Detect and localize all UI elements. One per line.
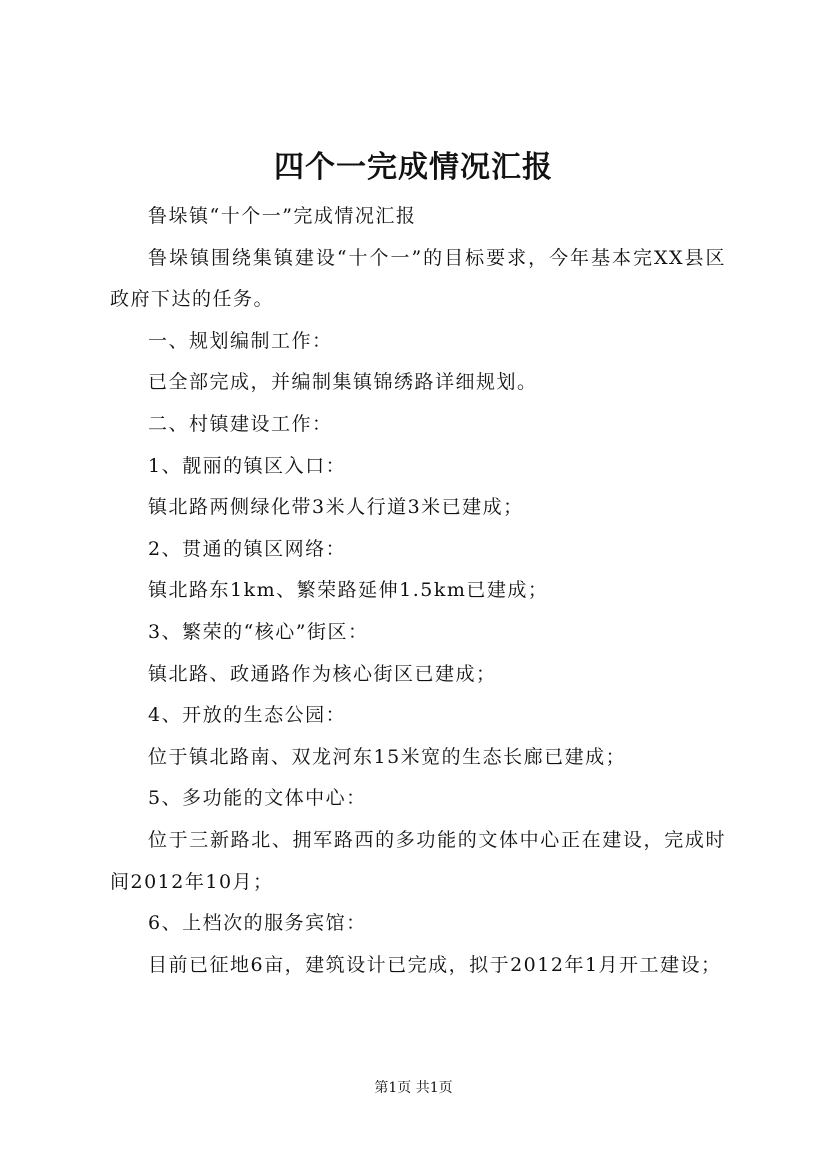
document-title: 四个一完成情况汇报: [274, 150, 553, 185]
paragraph: 镇北路东1km、繁荣路延伸1.5km已建成；: [148, 579, 549, 602]
paragraph: 鲁垛镇围绕集镇建设“十个一”的目标要求，今年基本完XX县区政府下达的任务。: [110, 246, 726, 311]
paragraph: 位于三新路北、拥军路西的多功能的文体中心正在建设，完成时间2012年10月；: [110, 828, 726, 893]
paragraph: 已全部完成，并编制集镇锦绣路详细规划。: [148, 371, 538, 394]
document-body: [110, 196, 726, 986]
paragraph: 1、靓丽的镇区入口：: [148, 454, 347, 477]
paragraph: 鲁垛镇“十个一”完成情况汇报: [148, 205, 417, 227]
paragraph: 镇北路、政通路作为核心街区已建成；: [148, 662, 497, 685]
page-footer: 第1页 共1页: [374, 1080, 453, 1096]
paragraph: 位于镇北路南、双龙河东15米宽的生态长廊已建成；: [148, 745, 627, 768]
paragraph: 二、村镇建设工作：: [148, 412, 333, 435]
paragraph: 4、开放的生态公园：: [148, 704, 347, 727]
paragraph: 6、上档次的服务宾馆：: [148, 912, 367, 935]
paragraph: 2、贯通的镇区网络：: [148, 537, 347, 560]
paragraph: 5、多功能的文体中心：: [148, 787, 367, 810]
paragraph: 3、繁荣的“核心”街区：: [148, 620, 369, 643]
paragraph: 目前已征地6亩，建筑设计已完成，拟于2012年1月开工建设；: [148, 953, 722, 976]
paragraph: 镇北路两侧绿化带3米人行道3米已建成；: [148, 496, 524, 519]
paragraph: 一、规划编制工作：: [148, 329, 333, 352]
